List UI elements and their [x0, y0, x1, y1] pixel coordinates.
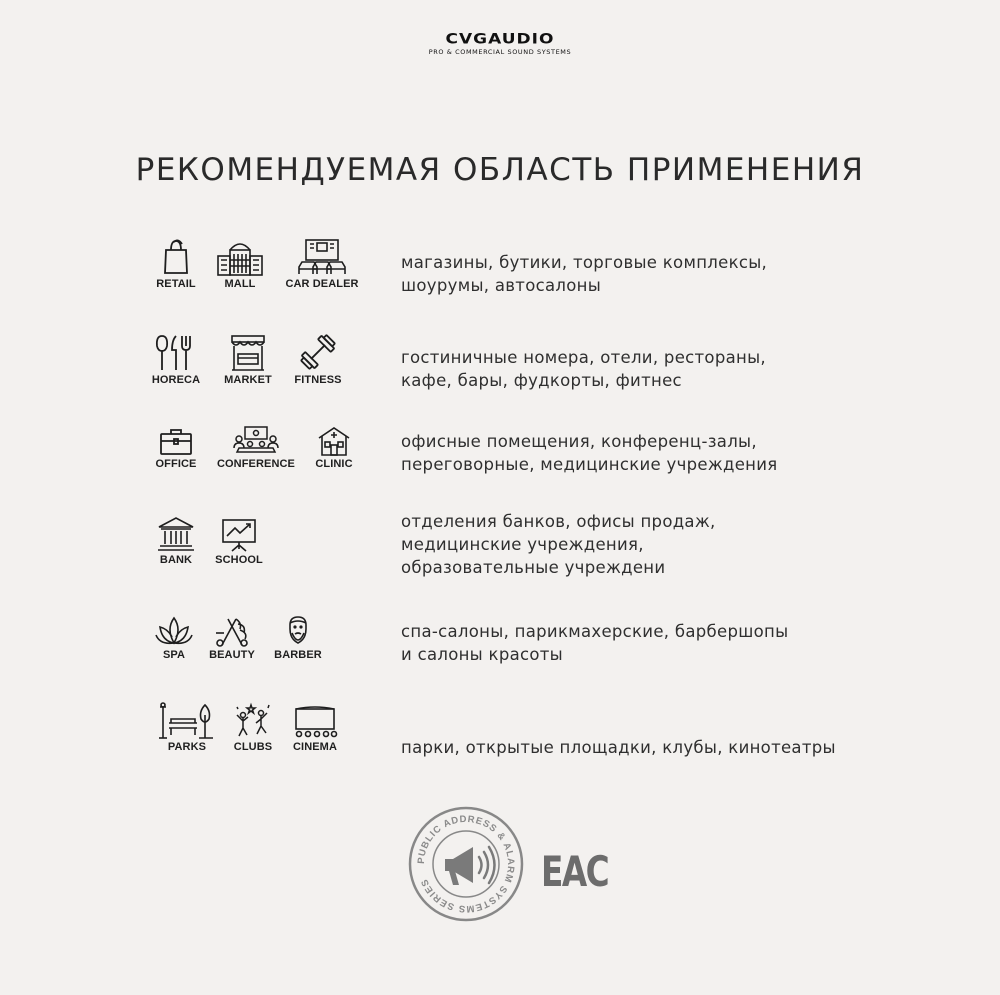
icon-label: CAR DEALER: [285, 278, 359, 290]
icon-item-conference: [211, 426, 301, 470]
row-description: [401, 346, 766, 392]
icon-label: OFFICE: [155, 458, 197, 470]
icon-label: CLUBS: [233, 741, 273, 753]
brand-logo: [0, 30, 1000, 56]
row-description: [401, 510, 716, 579]
icon-label: SCHOOL: [215, 554, 263, 566]
presentation-board-icon: [219, 516, 259, 552]
cinema-screen-icon: [292, 701, 338, 739]
dancers-icon: [233, 701, 273, 739]
megaphone-stamp-icon: [407, 805, 525, 923]
icon-label: BANK: [159, 554, 193, 566]
brand-tagline: PRO & COMMERCIAL SOUND SYSTEMS: [428, 48, 572, 56]
icon-label: SPA: [162, 649, 186, 661]
icon-item-office: [131, 426, 221, 470]
icon-label: BEAUTY: [209, 649, 255, 661]
icon-label: BARBER: [274, 649, 322, 661]
mall-building-icon: [214, 236, 266, 276]
stamp-text: PUBLIC ADDRESS & ALARM SYSTEMS SERIES: [415, 813, 517, 915]
description-line: медицинские учреждения,: [401, 535, 644, 554]
icon-item-fitness: [273, 332, 363, 386]
brand-name: CVGAUDIO: [445, 30, 555, 48]
icon-label: FITNESS: [294, 374, 342, 386]
clinic-icon: [317, 426, 351, 456]
description-line: парки, открытые площадки, клубы, кинотеатры: [401, 738, 836, 757]
icon-label: MARKET: [224, 374, 272, 386]
description-line: офисные помещения, конференц-залы,: [401, 432, 757, 451]
icon-item-cinema: [270, 701, 360, 753]
icon-label: RETAIL: [156, 278, 196, 290]
car-dealer-icon: [296, 236, 348, 276]
icon-item-car-dealer: [277, 236, 367, 290]
row-description: [401, 251, 767, 297]
icon-item-clinic: [289, 426, 379, 470]
icon-label: HORECA: [151, 374, 201, 386]
description-line: и салоны красоты: [401, 645, 564, 664]
row-description: [401, 736, 836, 759]
icon-label: CLINIC: [315, 458, 353, 470]
icon-label: MALL: [224, 278, 256, 290]
row-description: [401, 430, 778, 476]
icon-item-barber: [253, 615, 343, 661]
icon-item-school: [194, 516, 284, 566]
bearded-man-icon: [280, 615, 316, 647]
description-line: переговорные, медицинские учреждения: [401, 455, 778, 474]
icon-label: CINEMA: [293, 741, 337, 753]
scissors-icon: [212, 615, 252, 647]
row-description: [401, 620, 788, 666]
icon-label: CONFERENCE: [216, 458, 295, 470]
description-line: спа-салоны, парикмахерские, барбершопы: [401, 622, 789, 641]
description-line: кафе, бары, фудкорты, фитнес: [401, 371, 682, 390]
description-line: магазины, бутики, торговые комплексы,: [401, 253, 768, 272]
description-line: образовательные учреждени: [401, 558, 666, 577]
bank-icon: [156, 516, 196, 552]
cutlery-icon: [154, 332, 198, 372]
description-line: гостиничные номера, отели, рестораны,: [401, 348, 766, 367]
dumbbell-icon: [298, 332, 338, 372]
description-line: отделения банков, офисы продаж,: [401, 512, 716, 531]
briefcase-icon: [156, 426, 196, 456]
market-stall-icon: [230, 332, 266, 372]
page-title: РЕКОМЕНДУЕМАЯ ОБЛАСТЬ ПРИМЕНЕНИЯ: [135, 152, 865, 188]
icon-label: PARKS: [167, 741, 207, 753]
eac-mark: EAC: [541, 847, 609, 896]
description-line: шоурумы, автосалоны: [401, 276, 602, 295]
conference-icon: [231, 426, 281, 456]
shopping-bag-icon: [156, 236, 196, 276]
icon-item-mall: [195, 236, 285, 290]
